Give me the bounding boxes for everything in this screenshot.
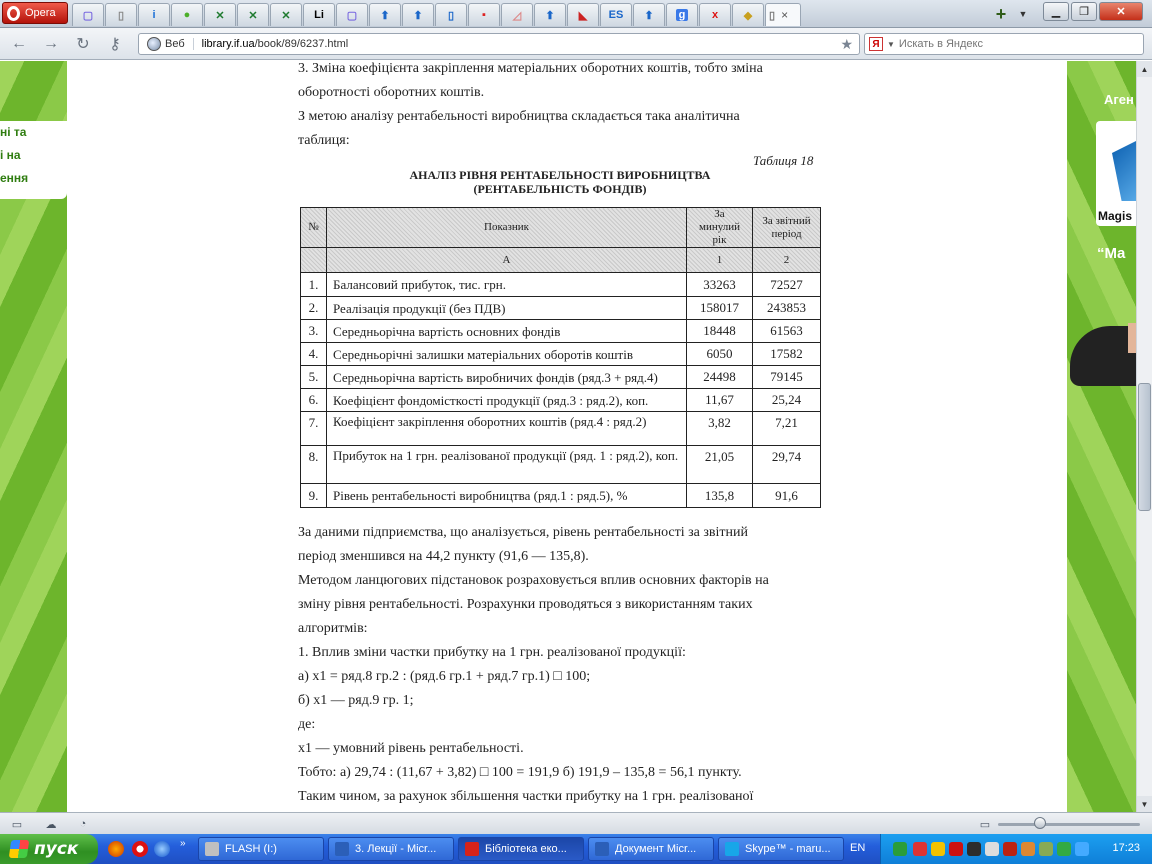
table-subheader-row [301,248,821,273]
restore-button[interactable]: ❐ [1071,2,1097,21]
tab-strip [72,3,801,26]
paragraph-line: х1 — умовний рівень рентабельності. [298,741,524,756]
new-tab-button[interactable]: + [995,3,1007,24]
task-label: Skype™ - maru... [745,843,831,855]
document-icon: ▯ [447,9,455,22]
info-icon: ▪ [482,9,486,21]
browser-tab[interactable] [666,3,698,26]
prev-year-value: 6050 [687,343,753,366]
indicator-name: Середньорічна вартість основних фондів [327,320,687,343]
antivirus-icon[interactable] [913,842,927,856]
excel-icon: ✕ [281,9,291,22]
paragraph-line: За даними підприємства, що аналізується, рівень рентабельності за звітний [298,525,749,540]
indicator-name: Коефіцієнт фондомісткості продукції (ряд.3 : ряд.2), коп. [327,389,687,412]
opera-menu-button[interactable] [2,2,68,24]
browser-tab[interactable] [534,3,566,26]
row-number: 8. [301,446,327,484]
prev-year-value: 3,82 [687,412,753,446]
windows-taskbar [0,834,1152,864]
row-number: 9. [301,484,327,508]
google-icon: g [676,9,689,21]
firefox-icon[interactable] [108,841,124,857]
prev-year-value: 18448 [687,320,753,343]
paragraph-line: алгоритмів: [298,621,368,636]
tab-bar [0,0,1152,28]
up-arrow-icon: ⬆ [644,9,654,22]
li-icon: Li [314,9,324,21]
opera-icon[interactable] [132,841,148,857]
view-icon[interactable]: ▭ [979,818,991,831]
search-box[interactable] [864,33,1144,55]
report-period-value: 243853 [753,297,821,320]
column-subheader: 1 [687,248,753,273]
pdf-icon[interactable] [949,842,963,856]
yandex-icon[interactable]: Я [869,37,883,51]
browser-tab[interactable] [567,3,599,26]
browser-tab[interactable] [336,3,368,26]
paragraph-line: зміну рівня рентабельності. Розрахунки проводяться з використанням таких [298,597,753,612]
row-number: 6. [301,389,327,412]
paragraph-line: а) х1 = ряд.8 гр.2 : (ряд.6 гр.1 + ряд.7 гр.1) □ 100; [298,669,591,684]
prev-year-value: 24498 [687,366,753,389]
report-period-value: 79145 [753,366,821,389]
row-number: 3. [301,320,327,343]
excel-icon: ✕ [215,9,225,22]
task-app-icon [335,842,349,856]
task-label: Документ Micr... [615,843,697,855]
left-menu-item[interactable]: ні та [0,125,27,139]
browser-tab[interactable] [369,3,401,26]
key-icon[interactable]: ⚷ [109,36,121,53]
web-badge[interactable]: Веб [165,38,194,50]
task-app-icon [725,842,739,856]
tab-list-menu-icon[interactable]: ▼ [1018,9,1028,19]
browser-tab[interactable] [105,3,137,26]
browser-tab[interactable] [468,3,500,26]
indicator-name: Балансовий прибуток, тис. грн. [327,273,687,297]
report-period-value: 7,21 [753,412,821,446]
forward-arrow-icon[interactable]: → [43,35,59,52]
browser-tab[interactable] [204,3,236,26]
reload-icon[interactable]: ↻ [76,36,90,53]
x-icon: x [711,9,719,21]
browser-tab[interactable] [270,3,302,26]
search-input[interactable] [899,38,1129,50]
browser-tab[interactable] [402,3,434,26]
row-number: 1. [301,273,327,297]
task-app-icon [465,842,479,856]
browser-tab-active[interactable] [765,3,801,26]
indicator-name: Реалізація продукції (без ПДВ) [327,297,687,320]
browser-tab[interactable] [435,3,467,26]
taskbar-task[interactable] [718,837,844,861]
column-subheader: А [327,248,687,273]
internet-explorer-icon[interactable] [154,841,170,857]
browser-tab[interactable] [72,3,104,26]
close-window-button[interactable]: ✕ [1099,2,1143,21]
indicator-name: Середньорічна вартість виробничих фондів (ряд.3 + ряд.4) [327,366,687,389]
paragraph-line: Тобто: а) 29,74 : (11,67 + 3,82) □ 100 = 191,9 б) 191,9 – 135,8 = 56,1 пункту. [298,765,742,780]
profitability-table [300,207,821,508]
scroll-thumb[interactable] [1138,383,1151,511]
panel-toggle-icon[interactable]: ▭ [11,818,23,831]
more-quicklaunch-icon[interactable]: » [180,838,186,849]
table-title-line: АНАЛІЗ РІВНЯ РЕНТАБЕЛЬНОСТІ ВИРОБНИЦТВА [409,168,711,182]
task-app-icon [205,842,219,856]
table-row [301,412,821,446]
table-row [301,273,821,297]
prev-year-value: 11,67 [687,389,753,412]
bookmark-star-icon[interactable]: ★ [840,36,853,52]
report-period-value: 25,24 [753,389,821,412]
column-subheader [301,248,327,273]
sound-icon[interactable] [1021,842,1035,856]
scroll-up-icon[interactable]: ▲ [1137,61,1152,77]
row-number: 4. [301,343,327,366]
ad-person-hand [1128,323,1136,353]
browser-tab[interactable] [501,3,533,26]
table-row [301,446,821,484]
page-icon: ▢ [82,9,94,22]
report-period-value: 61563 [753,320,821,343]
antivirus-umbrella-icon[interactable] [1003,842,1017,856]
opera-logo-icon [7,6,20,21]
up-arrow-icon: ⬆ [380,9,390,22]
paragraph-line: Таким чином, за рахунок збільшення частки прибутку на 1 грн. реалізованої [298,789,754,804]
indicator-name: Прибуток на 1 грн. реалізованої продукції (ряд. 1 : ряд.2), коп. [327,446,687,484]
browser-tab[interactable] [138,3,170,26]
navigation-bar [0,28,1152,60]
taskbar-task[interactable] [458,837,584,861]
taskbar-task[interactable] [198,837,324,861]
stats-icon: ◣ [578,9,588,22]
nvidia-icon[interactable] [1057,842,1071,856]
paragraph-line: З метою аналізу рентабельності виробництва складається така аналітична [298,109,740,124]
ad-quote-text: “Ma [1097,245,1126,262]
paragraph-line: 3. Зміна коефіцієнта закріплення матеріальних оборотних коштів, тобто зміна [298,61,763,76]
apple-icon: ● [183,9,191,21]
windows-logo-icon [9,840,30,858]
scroll-down-icon[interactable]: ▼ [1137,796,1152,812]
zoom-slider[interactable] [998,823,1140,826]
report-period-value: 72527 [753,273,821,297]
table-row [301,484,821,508]
browser-tab[interactable] [699,3,731,26]
column-header: Показник [327,208,687,248]
prev-year-value: 158017 [687,297,753,320]
browser-tab[interactable] [237,3,269,26]
browser-tab[interactable] [600,3,632,26]
row-number: 5. [301,366,327,389]
ad-brand-text: Magis [1098,209,1133,223]
app-icon[interactable] [967,842,981,856]
browser-tab[interactable] [171,3,203,26]
left-menu-item[interactable]: і на [0,148,21,162]
es-icon: ES [608,9,624,21]
chart-icon: ◿ [512,9,522,22]
table-row [301,320,821,343]
prev-year-value: 21,05 [687,446,753,484]
report-period-value: 29,74 [753,446,821,484]
left-menu-item[interactable]: ення [0,171,29,185]
network-icon[interactable] [985,842,999,856]
page-icon: ▯ [769,9,776,22]
paragraph-line: б) х1 — ряд.9 гр. 1; [298,693,414,708]
info-icon: i [152,9,156,21]
security-icon[interactable] [931,842,945,856]
table-row [301,389,821,412]
left-side-menu [0,121,67,199]
ad-agency-text[interactable]: Аген [1104,92,1134,107]
start-button[interactable] [0,834,98,864]
browser-tab[interactable] [303,3,335,26]
report-period-value: 91,6 [753,484,821,508]
globe-icon [147,37,161,51]
prev-year-value: 33263 [687,273,753,297]
page-viewport [0,61,1136,812]
chevron-down-icon[interactable]: ▼ [887,39,895,49]
speed-dial-icon[interactable]: ◔ [79,818,87,830]
column-header: За минулий рік [687,208,753,248]
column-subheader: 2 [753,248,821,273]
table-title [300,168,820,196]
row-number: 2. [301,297,327,320]
language-indicator[interactable]: EN [850,842,866,854]
paragraph-line: 1. Вплив зміни частки прибутку на 1 грн. реалізованої продукції: [298,645,686,660]
back-arrow-icon[interactable]: ← [11,35,27,52]
prev-year-value: 135,8 [687,484,753,508]
column-header: За звітний період [753,208,821,248]
paragraph-line: таблиця: [298,133,350,148]
vertical-scrollbar[interactable] [1136,61,1152,812]
indicator-name: Коефіцієнт закріплення оборотних коштів (ряд.4 : ряд.2) [327,412,687,446]
task-app-icon [595,842,609,856]
task-label: 3. Лекції - Micr... [355,843,437,855]
page-icon: ▢ [346,9,358,22]
close-tab-icon[interactable]: × [781,8,789,22]
status-bar [0,812,1152,834]
article-content [67,61,1067,812]
up-arrow-icon: ⬆ [413,9,423,22]
task-label: FLASH (I:) [225,843,277,855]
row-number: 7. [301,412,327,446]
start-label: пуск [34,839,79,859]
taskbar-task[interactable] [588,837,714,861]
device-icon[interactable] [1039,842,1053,856]
box-icon: ◆ [743,9,753,22]
table-number: Таблиця 18 [753,153,814,168]
taskbar-task[interactable] [328,837,454,861]
url-host: library.if.ua [201,38,255,50]
paragraph-line: Методом ланцюгових підстановок розраховується вплив основних факторів на [298,573,769,588]
browser-tab[interactable] [633,3,665,26]
up-arrow-icon: ⬆ [545,9,555,22]
indicator-name: Рівень рентабельності виробництва (ряд.1 : ряд.5), % [327,484,687,508]
report-period-value: 17582 [753,343,821,366]
table-row [301,297,821,320]
shield-icon[interactable] [893,842,907,856]
cloud-icon[interactable]: ☁ [45,818,57,831]
clock[interactable]: 17:23 [1112,842,1140,854]
minimize-button[interactable]: ▁ [1043,2,1069,21]
paragraph-line: де: [298,717,316,732]
column-header: № [301,208,327,248]
wifi-icon[interactable] [1075,842,1089,856]
table-title-line: (РЕНТАБЕЛЬНІСТЬ ФОНДІВ) [473,182,647,196]
window-controls [1043,2,1143,21]
table-header-row [301,208,821,248]
system-tray [880,834,1152,864]
paragraph-line: оборотності оборотних коштів. [298,85,485,100]
page-icon: ▯ [117,9,125,22]
browser-tab[interactable] [732,3,764,26]
excel-icon: ✕ [248,9,258,22]
task-label: Бібліотека еко... [485,843,567,855]
url-text[interactable] [202,38,349,50]
paragraph-line: період зменшився на 44,2 пункту (91,6 — 135,8). [298,549,589,564]
indicator-name: Середньорічні залишки матеріальних оборотів коштів [327,343,687,366]
opera-menu-label: Opera [25,7,56,19]
table-row [301,366,821,389]
zoom-slider-knob[interactable] [1034,817,1046,829]
address-bar[interactable] [138,33,860,55]
table-row [301,343,821,366]
url-path: /book/89/6237.html [254,38,349,50]
